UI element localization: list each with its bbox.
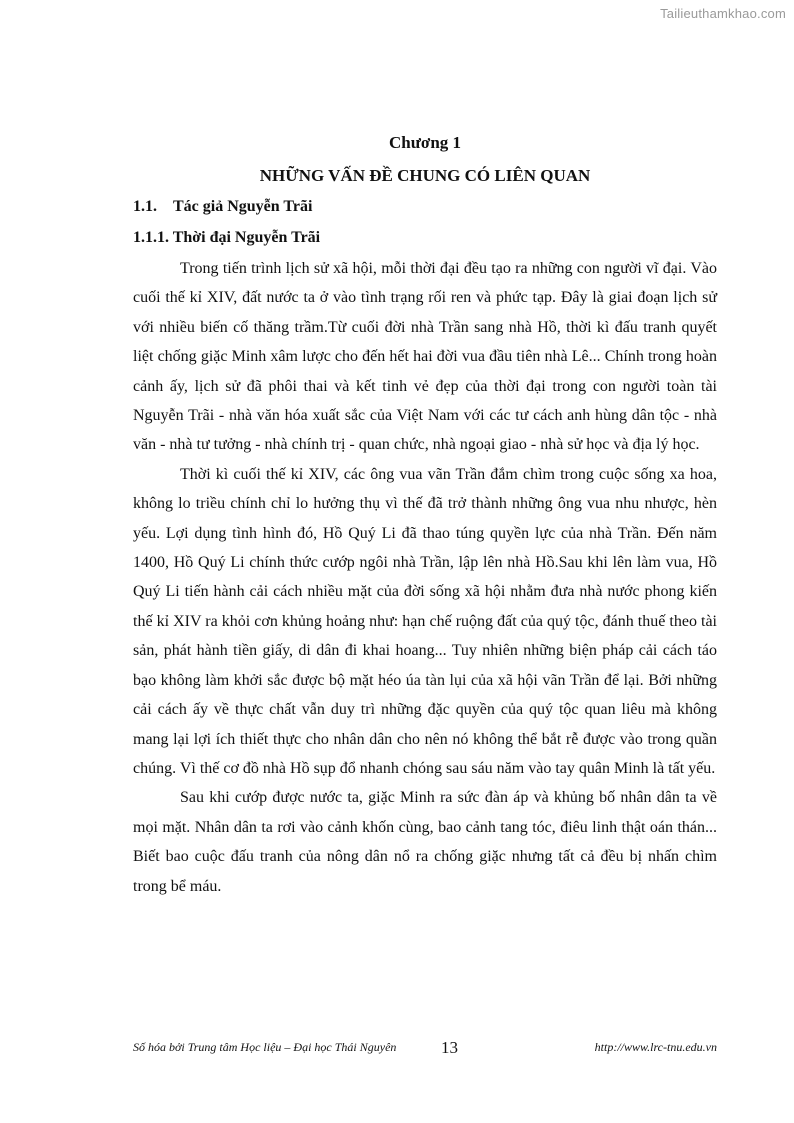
footer-credit: Số hóa bởi Trung tâm Học liệu – Đại học Thái Nguyên bbox=[133, 1040, 397, 1054]
page-footer bbox=[133, 1040, 717, 1064]
subsection-heading: 1.1.1. Thời đại Nguyễn Trãi bbox=[133, 229, 321, 246]
footer-url: http://www.lrc-tnu.edu.vn bbox=[594, 1040, 717, 1054]
paragraph: Thời kì cuối thế kỉ XIV, các ông vua vãn Trần đắm chìm trong cuộc sống xa hoa, không lo triều chính chỉ lo hưởng thụ vì thế đã trở thành những ông vua nhu nhược, hèn yếu. Lợi dụng tình hình đó, Hồ Quý Li đã thao túng quyền lực của nhà Trần. Đến năm 1400, Hồ Quý Li chính thức cướp ngôi nhà Trần, lập lên nhà Hồ.Sau khi lên làm vua, Hồ Quý Li tiến hành cải cách nhiều mặt của đời sống xã hội nhằm đưa nhà nước phong kiến thế kỉ XIV ra khỏi cơn khủng hoảng như: hạn chế ruộng đất của quý tộc, đánh thuế theo tài sản, phát hành tiền giấy, di dân đi khai hoang... Tuy nhiên những biện pháp cải cách táo bạo không làm khởi sắc được bộ mặt héo úa tàn lụi của xã hội vãn Trần để lại. Bởi những cải cách ấy về thực chất vẫn duy trì những đặc quyền của quý tộc quan liêu mà không mang lại lợi ích thiết thực cho nhân dân cho nên nó không thể bắt rễ được vào trong quần chúng. Vì thế cơ đồ nhà Hồ sụp đổ nhanh chóng sau sáu năm vào tay quân Minh là tất yếu. bbox=[133, 465, 717, 777]
section-title: Tác giả Nguyễn Trãi bbox=[173, 198, 313, 215]
document-page bbox=[133, 128, 717, 901]
section-heading bbox=[133, 192, 717, 222]
chapter-title: NHỮNG VẤN ĐỀ CHUNG CÓ LIÊN QUAN bbox=[259, 166, 591, 185]
paragraph: Trong tiến trình lịch sử xã hội, mỗi thời đại đều tạo ra những con người vĩ đại. Vào cuối thế kỉ XIV, đất nước ta ở vào tình trạng rối ren và phức tạp. Đây là giai đoạn lịch sử với nhiều biến cố thăng trầm.Từ cuối đời nhà Trần sang nhà Hồ, thời kì đấu tranh quyết liệt chống giặc Minh xâm lược cho đến hết hai đời vua đầu tiên nhà Lê... Chính trong hoàn cảnh ấy, lịch sử đã phôi thai và kết tinh vẻ đẹp của thời đại trong con người toàn tài Nguyễn Trãi - nhà văn hóa xuất sắc của Việt Nam với các tư cách anh hùng dân tộc - nhà văn - nhà tư tưởng - nhà chính trị - quan chức, nhà ngoại giao - nhà sử học và địa lý học. bbox=[133, 260, 717, 454]
section-number: 1.1. bbox=[133, 198, 157, 215]
paragraph: Sau khi cướp được nước ta, giặc Minh ra sức đàn áp và khủng bố nhân dân ta về mọi mặt. Nhân dân ta rơi vào cảnh khốn cùng, bao cảnh tang tóc, điêu linh thật oán thán... Biết bao cuộc đấu tranh của nông dân nổ ra chống giặc nhưng tất cả đều bị nhấn chìm trong bể máu. bbox=[133, 789, 717, 895]
watermark-text: Tailieuthamkhao.com bbox=[660, 6, 786, 21]
chapter-label: Chương 1 bbox=[388, 133, 462, 152]
page-number: 13 bbox=[441, 1038, 458, 1057]
